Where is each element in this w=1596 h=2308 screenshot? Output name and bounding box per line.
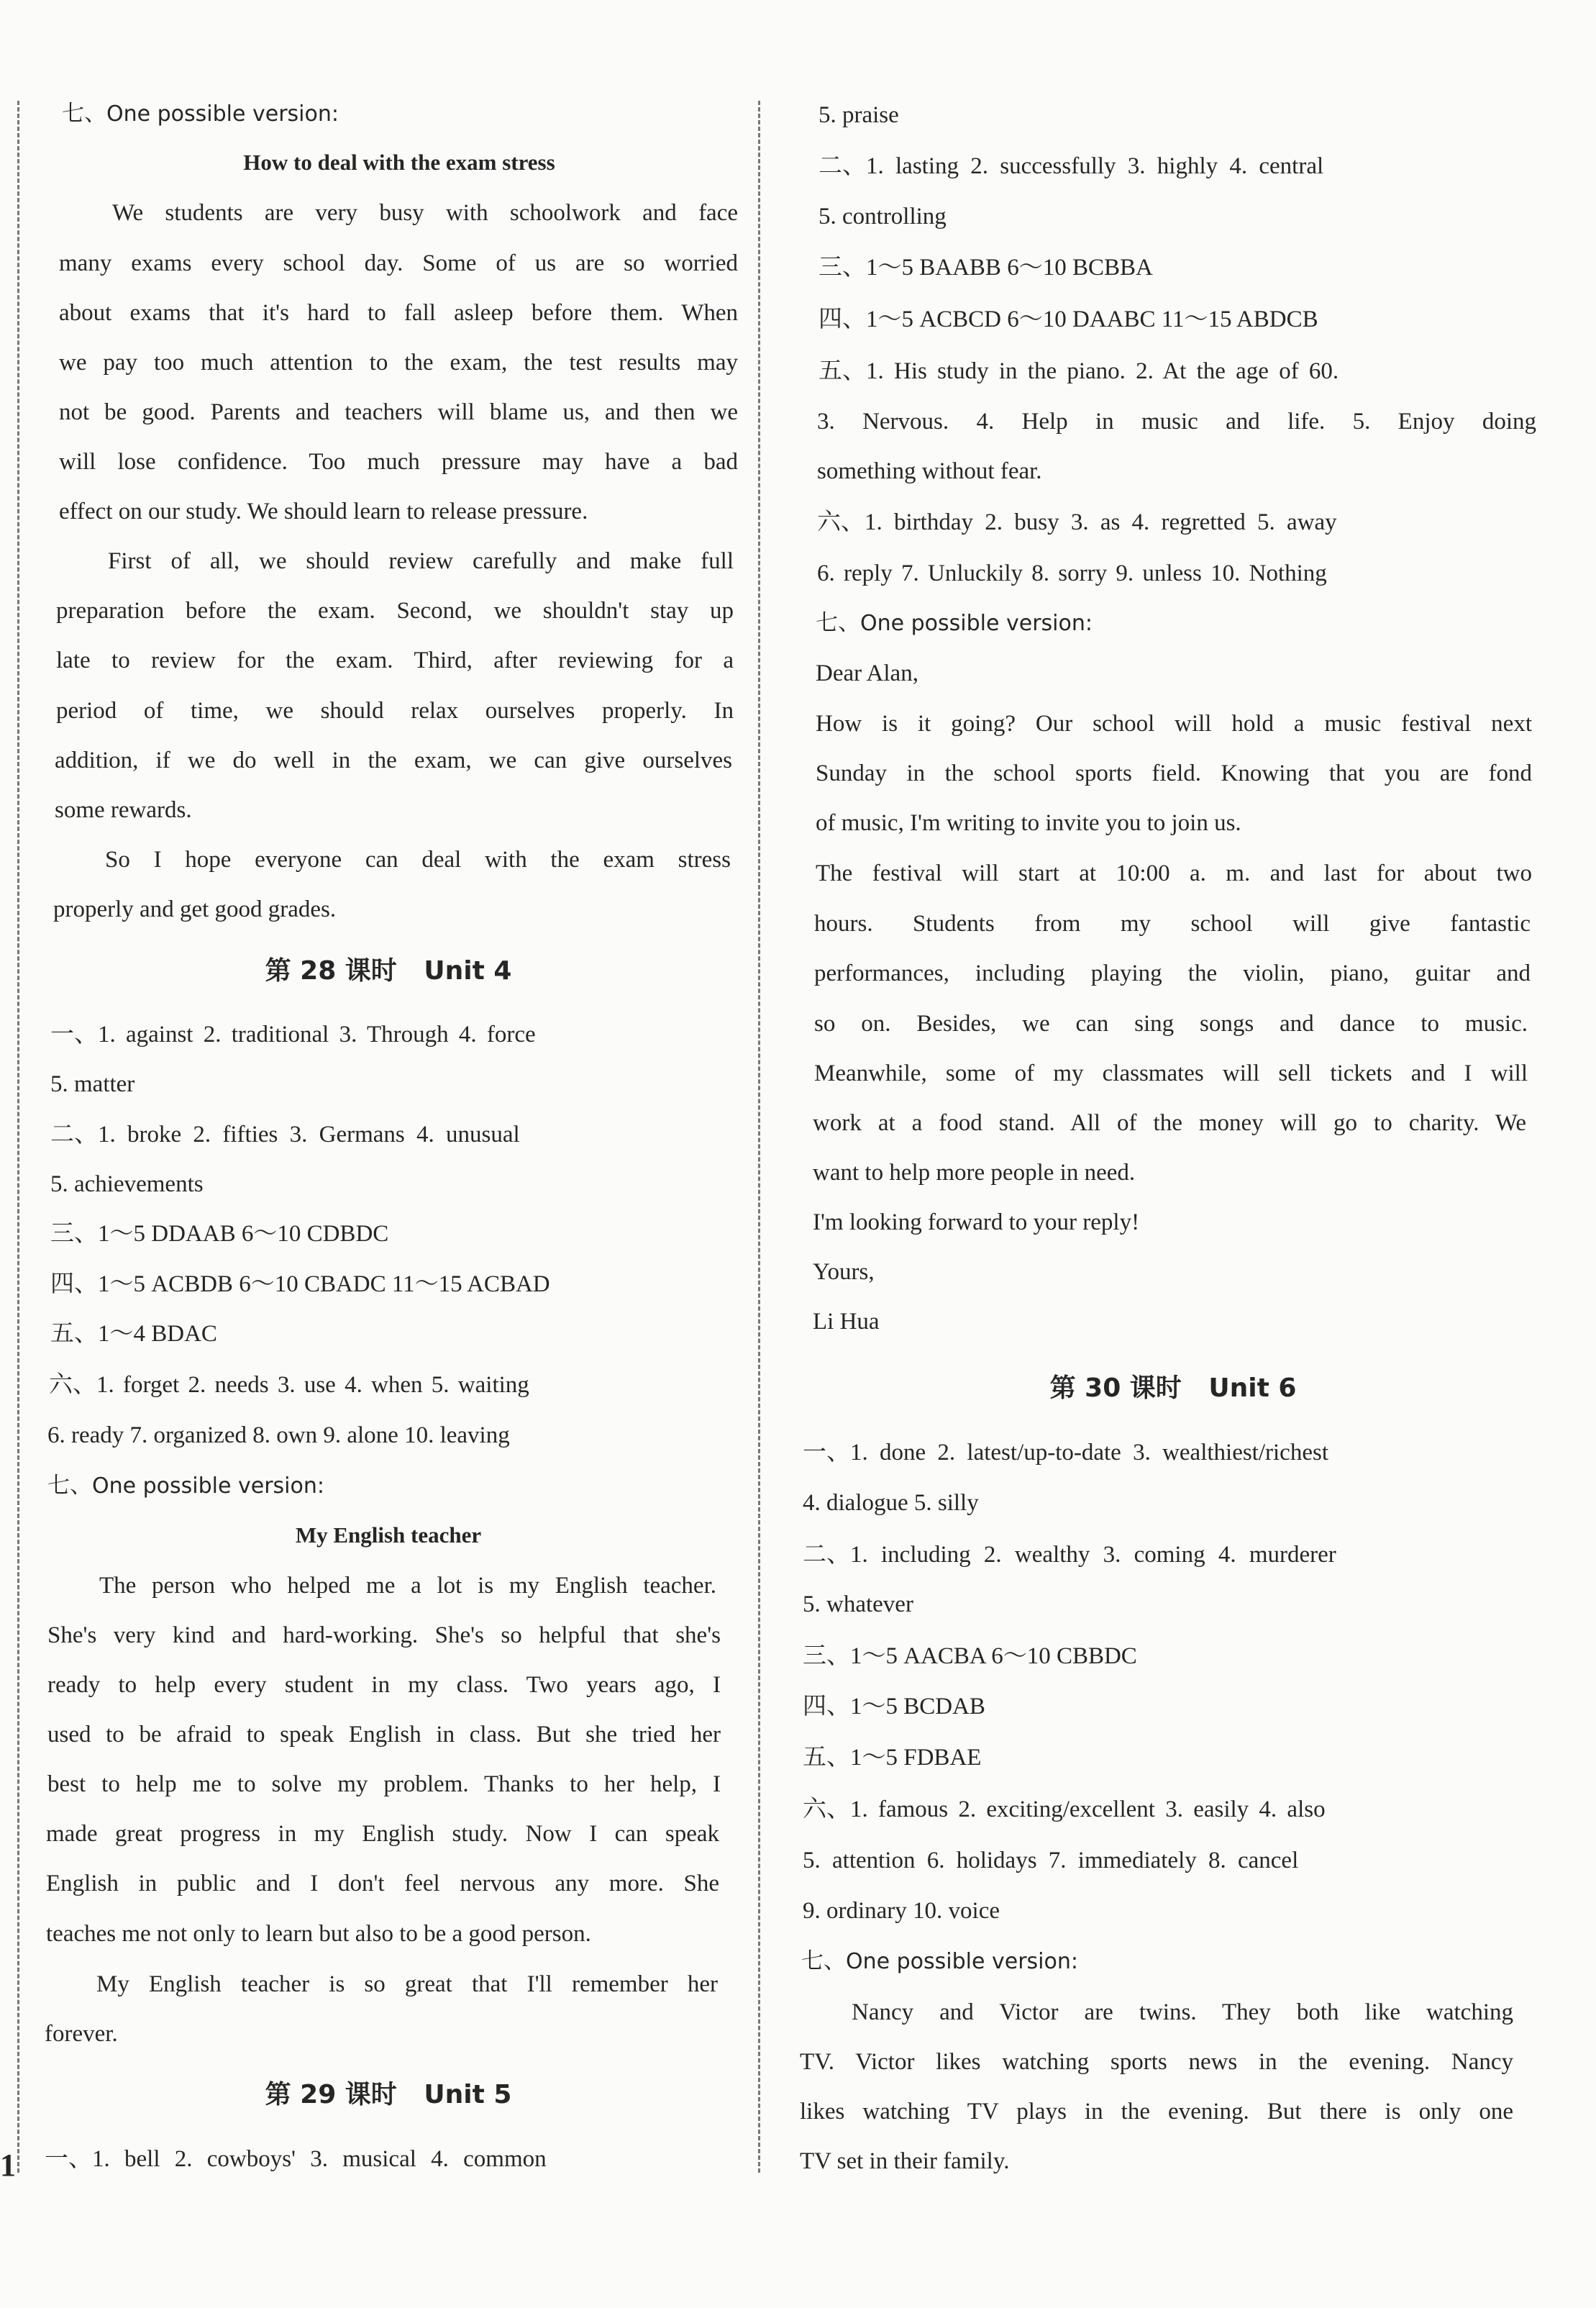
letter-line: Dear Alan, [816,660,918,686]
answer-line: 五、1. His study in the piano. 2. At the age of 60. [818,358,1339,384]
letter-line: Yours, [813,1259,875,1285]
answer-line: 5. achievements [50,1171,204,1197]
answer-line: 9. ordinary 10. voice [803,1898,1000,1924]
essay-title: My English teacher [295,1522,482,1548]
letter-line: hours. Students from my school will give fantastic [814,911,1531,937]
answer-line: 四、1～5 ACBCD 6～10 DAABC 11～15 ABDCB [818,306,1318,332]
answer-line: 一、1. against 2. traditional 3. Through 4. force [50,1022,536,1048]
letter-line: performances, including playing the violin, piano, guitar and [814,960,1531,986]
answer-line: 四、1～5 ACBDB 6～10 CBADC 11～15 ACBAD [50,1271,550,1297]
answer-line: 5. matter [50,1071,135,1097]
answer-line: 六、1. forget 2. needs 3. use 4. when 5. waiting [49,1372,529,1398]
essay-line: English in public and I don't feel nervous any more. She [46,1871,719,1896]
lesson-29-heading: 第 29 课时 Unit 5 [265,2080,512,2109]
essay-line: not be good. Parents and teachers will blame us, and then we [59,399,738,425]
essay-line: some rewards. [55,797,192,823]
answer-line: 一、1. done 2. latest/up-to-date 3. wealthiest/richest [803,1440,1328,1466]
answer-line: 五、1～5 FDBAE [803,1745,982,1771]
essay-line: made great progress in my English study. Now I can speak [46,1821,719,1847]
answer-line: 5. controlling [818,204,947,230]
letter-line: of music, I'm writing to invite you to join us. [816,810,1241,836]
answer-line: 6. reply 7. Unluckily 8. sorry 9. unless 10. Nothing [817,560,1327,586]
essay-line: about exams that it's hard to fall asleep before them. When [59,300,738,326]
essay-line: She's very kind and hard-working. She's so helpful that she's [47,1622,721,1648]
essay-line: preparation before the exam. Second, we shouldn't stay up [56,598,734,624]
letter-line: Meanwhile, some of my classmates will sell tickets and I will [814,1060,1528,1086]
essay-line: we pay too much attention to the exam, the test results may [59,350,738,376]
answer-line: 四、1～5 BCDAB [803,1694,985,1719]
essay-line: likes watching TV plays in the evening. But there is only one [800,2099,1513,2125]
essay-line: period of time, we should relax ourselves properly. In [56,698,734,724]
right-column [760,0,1596,2308]
essay-line: The person who helped me a lot is my English teacher. [99,1573,716,1599]
section-7-header: 七、One possible version: [816,610,1093,636]
answer-line: 3. Nervous. 4. Help in music and life. 5. Enjoy doing [817,409,1536,435]
essay-line: TV. Victor likes watching sports news in the evening. Nancy [800,2049,1513,2075]
answer-line: 4. dialogue 5. silly [803,1490,979,1516]
answer-line: 五、1～4 BDAC [50,1321,217,1347]
essay-line: effect on our study. We should learn to release pressure. [59,499,588,524]
essay-line: Nancy and Victor are twins. They both like watching [852,1999,1513,2025]
letter-line: work at a food stand. All of the money will go to charity. We [813,1110,1526,1136]
essay-line: many exams every school day. Some of us are so worried [59,250,738,276]
answer-line: 三、1～5 AACBA 6～10 CBBDC [803,1643,1137,1669]
answer-line: 六、1. famous 2. exciting/excellent 3. easily 4. also [803,1796,1326,1822]
essay-line: properly and get good grades. [53,896,337,922]
essay-line: best to help me to solve my problem. Thanks to her help, I [47,1771,721,1797]
answer-line: 二、1. lasting 2. successfully 3. highly 4. central [818,153,1324,179]
essay-line: ready to help every student in my class. Two years ago, I [47,1672,721,1698]
letter-line: I'm looking forward to your reply! [813,1209,1140,1235]
essay-line: We students are very busy with schoolwork and face [112,200,738,226]
letter-line: want to help more people in need. [813,1160,1136,1186]
essay-line: teaches me not only to learn but also to be a good person. [46,1921,591,1947]
letter-line: Sunday in the school sports field. Knowing that you are fond [816,760,1532,786]
essay-line: TV set in their family. [800,2148,1010,2174]
essay-line: forever. [45,2021,118,2047]
essay-title: How to deal with the exam stress [243,150,555,175]
answer-line: 三、1～5 BAABB 6～10 BCBBA [818,255,1153,281]
answer-line: 一、1. bell 2. cowboys' 3. musical 4. common [45,2146,547,2172]
essay-line: My English teacher is so great that I'll remember her [96,1971,718,1997]
letter-line: so on. Besides, we can sing songs and dance to music. [814,1011,1528,1037]
page-number: 1 [0,2148,16,2183]
answer-line: 5. praise [818,102,899,128]
section-7-header: 七、One possible version: [801,1948,1078,1974]
answer-line: 三、1～5 DDAAB 6～10 CDBDC [50,1221,389,1247]
essay-line: will lose confidence. Too much pressure may have a bad [59,449,738,475]
essay-line: late to review for the exam. Third, after reviewing for a [56,648,734,673]
section-7-header: 七、One possible version: [62,101,339,127]
essay-line: used to be afraid to speak English in class. But she tried her [47,1722,721,1748]
left-column [0,0,760,2308]
letter-line: Li Hua [813,1309,880,1335]
answer-line: 六、1. birthday 2. busy 3. as 4. regretted 5. away [817,509,1337,535]
essay-line: So I hope everyone can deal with the exam stress [105,847,731,873]
answer-line: 二、1. broke 2. fifties 3. Germans 4. unusual [50,1122,520,1148]
lesson-30-heading: 第 30 课时 Unit 6 [1049,1373,1297,1403]
answer-line: 二、1. including 2. wealthy 3. coming 4. murderer [803,1542,1336,1568]
letter-line: The festival will start at 10:00 a. m. and last for about two [816,860,1532,886]
lesson-28-heading: 第 28 课时 Unit 4 [265,956,512,986]
answer-line: 6. ready 7. organized 8. own 9. alone 10. leaving [47,1422,510,1448]
answer-line: 5. attention 6. holidays 7. immediately 8. cancel [803,1848,1299,1873]
section-7-header: 七、One possible version: [47,1473,324,1499]
answer-line: something without fear. [817,458,1042,484]
essay-line: First of all, we should review carefully and make full [108,548,734,574]
essay-line: addition, if we do well in the exam, we can give ourselves [55,748,732,773]
letter-line: How is it going? Our school will hold a music festival next [816,711,1532,737]
answer-line: 5. whatever [803,1591,913,1617]
